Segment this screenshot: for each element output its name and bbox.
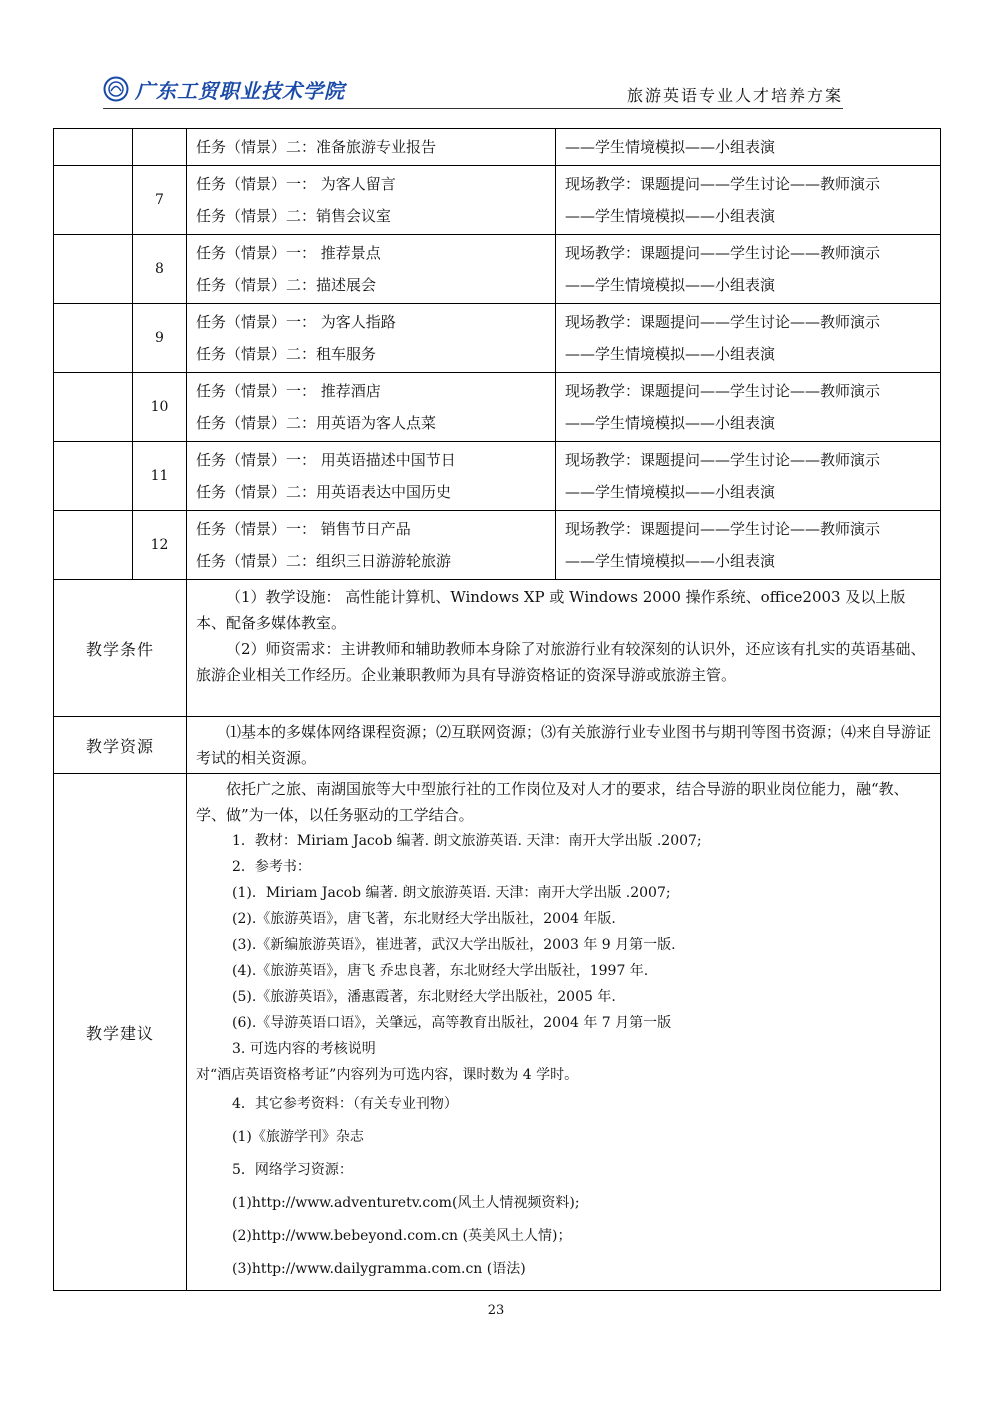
table-row bbox=[54, 774, 941, 1291]
method-text: ——学生情境模拟——小组表演 bbox=[565, 414, 776, 432]
conditions-label: 教学条件 bbox=[54, 580, 187, 717]
suggestions-intro: 依托广之旅、南湖国旅等大中型旅行社的工作岗位及对人才的要求，结合导游的职业岗位能力，融“教、学、做”为一体，以任务驱动的工学结合。 bbox=[196, 780, 909, 824]
suggestion-line: (3)http://www.dailygramma.com.cn (语法) bbox=[232, 1261, 526, 1277]
task-text: 任务（情景）二：准备旅游专业报告 bbox=[196, 138, 437, 156]
task-cell bbox=[187, 304, 556, 373]
method-text: ——学生情境模拟——小组表演 bbox=[565, 345, 776, 363]
page-number: 23 bbox=[487, 1303, 505, 1318]
table-cell bbox=[54, 511, 133, 580]
table-cell bbox=[54, 129, 133, 166]
table-cell bbox=[54, 166, 133, 235]
schedule-row bbox=[54, 235, 941, 304]
table-cell bbox=[54, 304, 133, 373]
task-text: 任务（情景）一： 为客人留言 bbox=[196, 175, 396, 193]
task-text: 任务（情景）一： 为客人指路 bbox=[196, 313, 396, 331]
task-text: 任务（情景）一： 用英语描述中国节日 bbox=[196, 451, 456, 469]
page-header bbox=[103, 72, 843, 109]
task-text: 任务（情景）二：组织三日游游轮旅游 bbox=[196, 552, 452, 570]
suggestion-line: 1．教材：Miriam Jacob 编著. 朗文旅游英语. 天津：南开大学出版 .2007; bbox=[232, 833, 702, 849]
task-text: 任务（情景）二：用英语为客人点菜 bbox=[196, 414, 437, 432]
resources-cell bbox=[187, 717, 941, 774]
row-number: 11 bbox=[133, 442, 187, 511]
method-text: ——学生情境模拟——小组表演 bbox=[565, 207, 776, 225]
suggestion-line: (1)http://www.adventuretv.com(风土人情视频资料); bbox=[232, 1195, 580, 1211]
task-text: 任务（情景）一： 推荐景点 bbox=[196, 244, 381, 262]
school-name: 广东工贸职业技术学院 bbox=[135, 78, 345, 103]
task-text: 任务（情景）二：租车服务 bbox=[196, 345, 377, 363]
table-cell bbox=[54, 373, 133, 442]
schedule-row bbox=[54, 442, 941, 511]
curriculum-table bbox=[53, 128, 941, 1291]
conditions-cell bbox=[187, 580, 941, 717]
row-number: 10 bbox=[133, 373, 187, 442]
method-text: ——学生情境模拟——小组表演 bbox=[565, 483, 776, 501]
school-logo bbox=[103, 74, 345, 104]
method-text: 现场教学：课题提问——学生讨论——教师演示 bbox=[565, 382, 881, 400]
task-cell bbox=[187, 442, 556, 511]
task-text: 任务（情景）二：销售会议室 bbox=[196, 207, 392, 225]
method-cell bbox=[556, 129, 941, 166]
suggestion-line: (5).《旅游英语》，潘惠霞著，东北财经大学出版社，2005 年. bbox=[232, 989, 616, 1005]
method-cell bbox=[556, 304, 941, 373]
method-text: 现场教学：课题提问——学生讨论——教师演示 bbox=[565, 451, 881, 469]
resources-text: ⑴基本的多媒体网络课程资源；⑵互联网资源；⑶有关旅游行业专业图书与期刊等图书资源；⑷来自导游证考试的相关资源。 bbox=[196, 723, 932, 767]
table-row bbox=[54, 580, 941, 717]
method-text: 现场教学：课题提问——学生讨论——教师演示 bbox=[565, 520, 881, 538]
suggestions-label: 教学建议 bbox=[54, 774, 187, 1291]
row-number: 8 bbox=[133, 235, 187, 304]
schedule-row bbox=[54, 304, 941, 373]
suggestion-line: (2).《旅游英语》，唐飞著，东北财经大学出版社，2004 年版. bbox=[232, 911, 616, 927]
task-cell bbox=[187, 511, 556, 580]
suggestion-line: (2)http://www.bebeyond.com.cn (英美风土人情)； bbox=[232, 1228, 572, 1244]
suggestion-line: (1)．Miriam Jacob 编著. 朗文旅游英语. 天津：南开大学出版 .2007; bbox=[232, 885, 671, 901]
task-text: 任务（情景）二：描述展会 bbox=[196, 276, 377, 294]
schedule-row bbox=[54, 373, 941, 442]
table-row bbox=[54, 129, 941, 166]
suggestion-line: 5．网络学习资源： bbox=[232, 1162, 353, 1178]
table-cell bbox=[54, 442, 133, 511]
resources-label: 教学资源 bbox=[54, 717, 187, 774]
task-text: 任务（情景）一： 推荐酒店 bbox=[196, 382, 381, 400]
table-cell bbox=[54, 235, 133, 304]
suggestion-line: (4).《旅游英语》，唐飞 乔忠良著，东北财经大学出版社，1997 年. bbox=[232, 963, 649, 979]
method-text: 现场教学：课题提问——学生讨论——教师演示 bbox=[565, 313, 881, 331]
optional-note: 对“酒店英语资格考证”内容列为可选内容，课时数为 4 学时。 bbox=[196, 1067, 579, 1083]
task-text: 任务（情景）二：用英语表达中国历史 bbox=[196, 483, 452, 501]
method-text: ——学生情境模拟——小组表演 bbox=[565, 276, 776, 294]
row-number: 7 bbox=[133, 166, 187, 235]
method-text: 现场教学：课题提问——学生讨论——教师演示 bbox=[565, 244, 881, 262]
suggestion-line: (3).《新编旅游英语》，崔进著，武汉大学出版社，2003 年 9 月第一版. bbox=[232, 937, 676, 953]
task-text: 任务（情景）一： 销售节日产品 bbox=[196, 520, 411, 538]
method-cell bbox=[556, 442, 941, 511]
method-text: ——学生情境模拟——小组表演 bbox=[565, 138, 776, 156]
table-cell bbox=[133, 129, 187, 166]
schedule-row bbox=[54, 166, 941, 235]
suggestion-line: (6).《导游英语口语》，关肇远，高等教育出版社，2004 年 7 月第一版 bbox=[232, 1015, 672, 1031]
school-emblem-icon bbox=[103, 76, 129, 102]
method-text: 现场教学：课题提问——学生讨论——教师演示 bbox=[565, 175, 881, 193]
schedule-row bbox=[54, 511, 941, 580]
method-cell bbox=[556, 235, 941, 304]
task-cell bbox=[187, 129, 556, 166]
suggestion-line: (1)《旅游学刊》杂志 bbox=[232, 1129, 364, 1145]
task-cell bbox=[187, 235, 556, 304]
method-cell bbox=[556, 373, 941, 442]
suggestion-line: 2．参考书： bbox=[232, 859, 311, 875]
suggestion-line: 4．其它参考资料：（有关专业刊物） bbox=[232, 1096, 458, 1112]
suggestions-cell bbox=[187, 774, 941, 1291]
method-text: ——学生情境模拟——小组表演 bbox=[565, 552, 776, 570]
task-cell bbox=[187, 166, 556, 235]
row-number: 9 bbox=[133, 304, 187, 373]
conditions-paragraph: （2）师资需求：主讲教师和辅助教师本身除了对旅游行业有较深刻的认识外，还应该有扎实的英语基础、旅游企业相关工作经历。企业兼职教师为具有导游资格证的资深导游或旅游主管。 bbox=[196, 640, 926, 684]
method-cell bbox=[556, 166, 941, 235]
suggestion-line: 3. 可选内容的考核说明 bbox=[232, 1041, 376, 1057]
document-title: 旅游英语专业人才培养方案 bbox=[626, 86, 843, 105]
table-row bbox=[54, 717, 941, 774]
conditions-paragraph: （1）教学设施： 高性能计算机、Windows XP 或 Windows 2000 操作系统、office2003 及以上版本、配备多媒体教室。 bbox=[196, 588, 906, 632]
method-cell bbox=[556, 511, 941, 580]
row-number: 12 bbox=[133, 511, 187, 580]
task-cell bbox=[187, 373, 556, 442]
